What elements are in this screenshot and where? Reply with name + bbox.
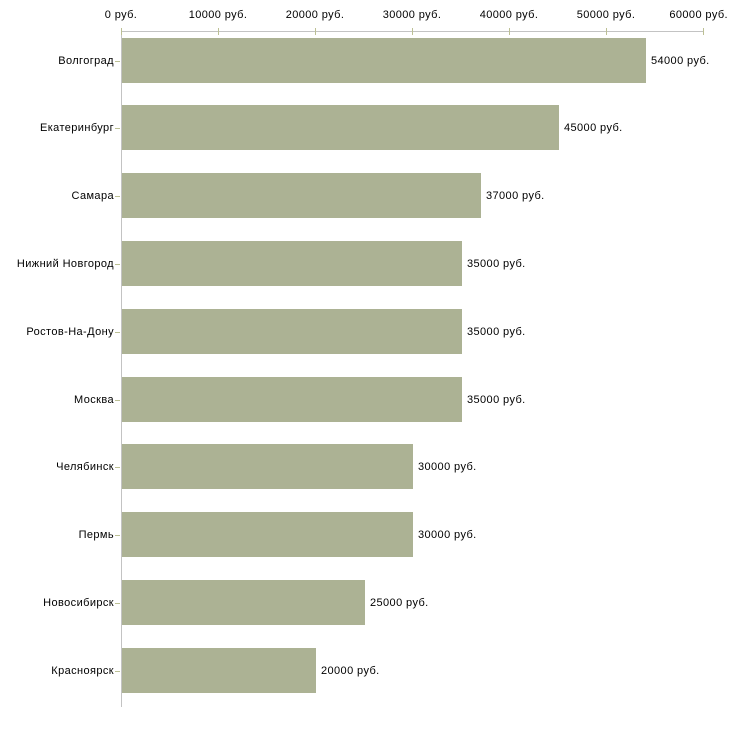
x-axis-tick-mark: [509, 28, 510, 35]
bar: [122, 173, 481, 218]
x-axis-tick-label: 20000 руб.: [285, 9, 345, 21]
category-label: Челябинск: [56, 461, 114, 473]
category-tick-mark: [115, 196, 120, 197]
x-axis-tick-label: 50000 руб.: [576, 9, 636, 21]
bar: [122, 648, 316, 693]
value-label: 45000 руб.: [564, 122, 623, 134]
x-axis-tick-mark: [121, 28, 122, 35]
x-axis-tick-mark: [606, 28, 607, 35]
bar: [122, 580, 365, 625]
value-label: 20000 руб.: [321, 665, 380, 677]
category-label: Москва: [74, 394, 114, 406]
category-tick-mark: [115, 128, 120, 129]
value-label: 35000 руб.: [467, 258, 526, 270]
category-label: Самара: [71, 190, 114, 202]
category-tick-mark: [115, 671, 120, 672]
x-axis-tick-mark: [412, 28, 413, 35]
category-label: Нижний Новгород: [16, 258, 114, 270]
bar: [122, 377, 462, 422]
category-label: Новосибирск: [43, 597, 114, 609]
bar: [122, 241, 462, 286]
bar: [122, 444, 413, 489]
bar: [122, 105, 559, 150]
x-axis-tick-mark: [218, 28, 219, 35]
category-label: Ростов-На-Дону: [26, 326, 114, 338]
value-label: 54000 руб.: [651, 55, 710, 67]
category-label: Красноярск: [51, 665, 114, 677]
x-axis-tick-mark: [703, 28, 704, 35]
category-label: Волгоград: [58, 55, 114, 67]
value-label: 35000 руб.: [467, 326, 526, 338]
x-axis-tick-label: 10000 руб.: [188, 9, 248, 21]
x-axis-tick-label: 60000 руб.: [669, 9, 728, 21]
bar: [122, 309, 462, 354]
category-tick-mark: [115, 467, 120, 468]
value-label: 25000 руб.: [370, 597, 429, 609]
x-axis-tick-label: 0 руб.: [104, 9, 138, 21]
value-label: 30000 руб.: [418, 461, 477, 473]
value-label: 37000 руб.: [486, 190, 545, 202]
category-tick-mark: [115, 400, 120, 401]
category-label: Пермь: [78, 529, 114, 541]
category-label: Екатеринбург: [39, 122, 114, 134]
bar: [122, 38, 646, 83]
category-tick-mark: [115, 264, 120, 265]
x-axis-tick-mark: [315, 28, 316, 35]
category-tick-mark: [115, 61, 120, 62]
bar: [122, 512, 413, 557]
value-label: 35000 руб.: [467, 394, 526, 406]
category-tick-mark: [115, 332, 120, 333]
x-axis-tick-label: 40000 руб.: [479, 9, 539, 21]
category-tick-mark: [115, 603, 120, 604]
category-tick-mark: [115, 535, 120, 536]
value-label: 30000 руб.: [418, 529, 477, 541]
x-axis-tick-label: 30000 руб.: [382, 9, 442, 21]
